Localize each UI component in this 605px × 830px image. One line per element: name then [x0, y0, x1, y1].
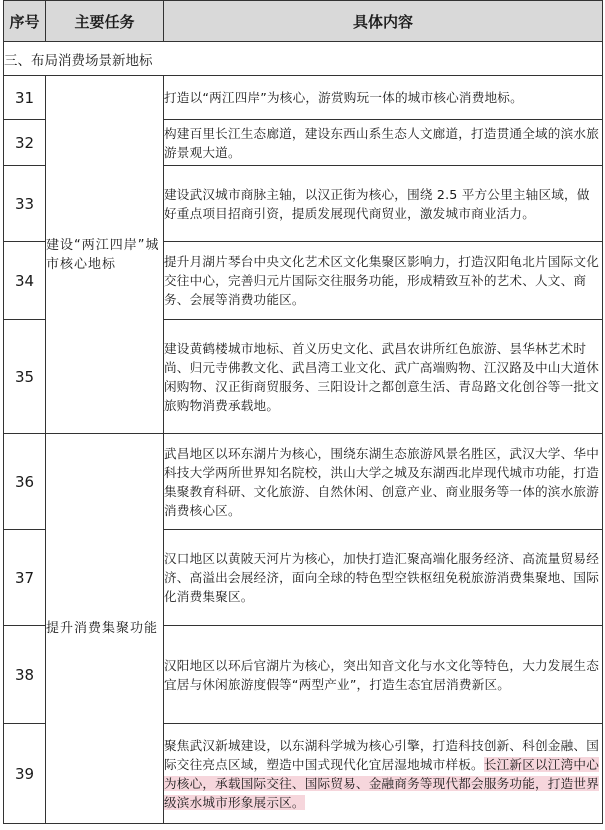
task-cell: 建设“两江四岸”城市核心地标	[46, 76, 164, 434]
row-content: 提升月湖片琴台中央文化艺术区文化集聚区影响力，打造汉阳龟北片国际文化交往中心，完善归元片国际交往服务功能，形成精致互补的艺术、人文、商务、会展等消费功能区。	[164, 242, 603, 320]
row-num: 38	[4, 626, 46, 724]
row-num: 34	[4, 242, 46, 320]
highlighted-text: 长江新区以江湾中心为核心，承载国际交往、国际贸易、金融商务等现代都会服务功能，打造世界级滨水城市形象展示区。	[164, 756, 599, 810]
header-task: 主要任务	[46, 1, 164, 42]
header-content: 具体内容	[164, 1, 603, 42]
section-row	[4, 42, 603, 76]
row-content: 汉阳地区以环后官湖片为核心，突出知音文化与水文化等特色，大力发展生态宜居与休闲旅游度假等“两型产业”，打造生态宜居消费新区。	[164, 626, 603, 724]
row-num: 36	[4, 434, 46, 530]
row-num: 31	[4, 76, 46, 120]
row-num: 39	[4, 724, 46, 824]
row-num: 32	[4, 120, 46, 166]
row-content	[164, 724, 603, 824]
section-title: 三、布局消费场景新地标	[4, 42, 603, 76]
table-row	[4, 76, 603, 120]
row-content: 构建百里长江生态廊道，建设东西山系生态人文廊道，打造贯通全域的滨水旅游景观大道。	[164, 120, 603, 166]
header-num: 序号	[4, 1, 46, 42]
row-num: 33	[4, 166, 46, 242]
row-content: 打造以“两江四岸”为核心，游赏购玩一体的城市核心消费地标。	[164, 76, 603, 120]
task-cell: 提升消费集聚功能	[46, 434, 164, 824]
row-num: 37	[4, 530, 46, 626]
tasks-table	[3, 0, 603, 824]
row-content: 建设武汉城市商脉主轴，以汉正街为核心，围绕 2.5 平方公里主轴区域，做好重点项目招商引资，提质发展现代商贸业，激发城市商业活力。	[164, 166, 603, 242]
row-content: 建设黄鹤楼城市地标、首义历史文化、武昌农讲所红色旅游、昙华林艺术时尚、归元寺佛教文化、武昌湾工业文化、武广高端购物、江汉路及中山大道休闲购物、汉正街商贸服务、三阳设计之都创意生活、青岛路文化创谷等一批文旅购物消费承载地。	[164, 320, 603, 434]
row-content-text: 聚焦武汉新城建设，以东湖科学城为核心引擎，打造科技创新、科创金融、国际交往亮点区域，塑造中国式现代化宜居湿地城市样板。	[164, 737, 599, 772]
table-header-row	[4, 1, 603, 42]
row-content: 汉口地区以黄陂天河片为核心，加快打造汇聚高端化服务经济、高流量贸易经济、高溢出会展经济，面向全球的特色型空铁枢纽免税旅游消费集聚地、国际化消费集聚区。	[164, 530, 603, 626]
row-content: 武昌地区以环东湖片为核心，围绕东湖生态旅游风景名胜区，武汉大学、华中科技大学两所世界知名院校，洪山大学之城及东湖西北岸现代城市功能，打造集聚教育科研、文化旅游、自然休闲、创意产业、商业服务等一体的滨水旅游消费核心区。	[164, 434, 603, 530]
row-num: 35	[4, 320, 46, 434]
table-row	[4, 434, 603, 530]
